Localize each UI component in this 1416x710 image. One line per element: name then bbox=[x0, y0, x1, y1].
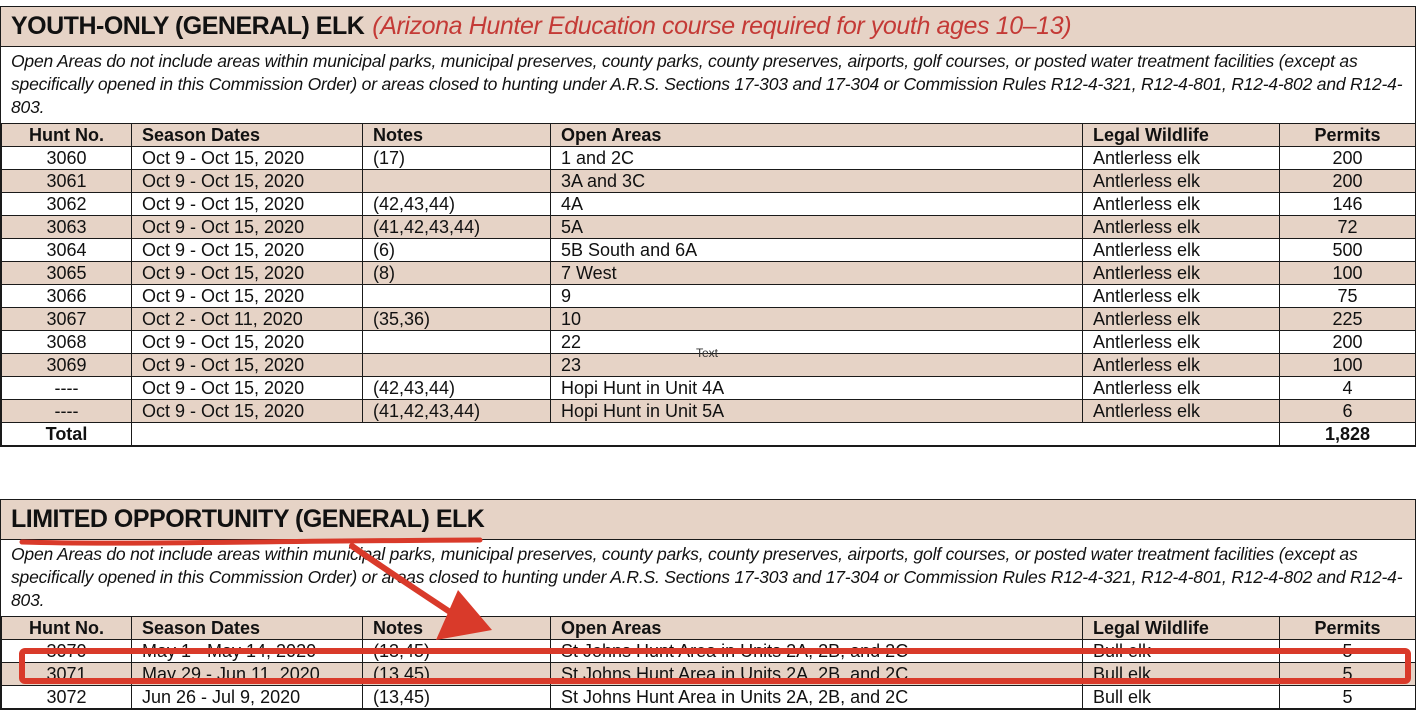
legal-wildlife-cell: Antlerless elk bbox=[1083, 377, 1280, 400]
open-areas-note: Open Areas do not include areas within municipal parks, municipal preserves, county parks, county preserves, airports, golf courses, or posted water treatment facilities (except as specifically opened in this Commission Order) or areas closed to hunting under A.R.S. Sections 17-303 and 17-304 or Commission Rules R12-4-321, R12-4-801, R12-4-802 and R12-4-803. bbox=[11, 544, 1403, 610]
season-dates-cell: Oct 9 - Oct 15, 2020 bbox=[132, 216, 363, 239]
season-dates-cell: Jun 26 - Jul 9, 2020 bbox=[132, 686, 363, 709]
season-dates-cell: Oct 9 - Oct 15, 2020 bbox=[132, 193, 363, 216]
legal-wildlife-cell: Antlerless elk bbox=[1083, 262, 1280, 285]
hunt-no-cell: 3070 bbox=[2, 640, 132, 663]
permits-cell: 72 bbox=[1280, 216, 1416, 239]
legal-wildlife-cell: Antlerless elk bbox=[1083, 285, 1280, 308]
table-row bbox=[2, 400, 1416, 423]
open-areas-cell: St Johns Hunt Area in Units 2A, 2B, and 2C bbox=[551, 640, 1083, 663]
table-row bbox=[2, 663, 1416, 686]
legal-wildlife-cell: Bull elk bbox=[1083, 663, 1280, 686]
legal-wildlife-cell: Antlerless elk bbox=[1083, 331, 1280, 354]
hunt-no-cell: 3072 bbox=[2, 686, 132, 709]
section-subtitle: (Arizona Hunter Education course required for youth ages 10–13) bbox=[372, 12, 1072, 40]
table-row bbox=[2, 216, 1416, 239]
hunt-no-cell: 3063 bbox=[2, 216, 132, 239]
hunt-no-cell: 3069 bbox=[2, 354, 132, 377]
text-overlay-label: Text bbox=[696, 346, 719, 360]
hunt-no-cell: 3064 bbox=[2, 239, 132, 262]
permits-cell: 200 bbox=[1280, 331, 1416, 354]
youth-elk-section bbox=[0, 6, 1416, 447]
open-areas-cell: St Johns Hunt Area in Units 2A, 2B, and 2C bbox=[551, 686, 1083, 709]
legal-wildlife-cell: Antlerless elk bbox=[1083, 400, 1280, 423]
hunt-table bbox=[1, 616, 1416, 709]
col-notes: Notes bbox=[363, 124, 551, 147]
section-title-bar bbox=[1, 7, 1415, 47]
col-permits: Permits bbox=[1280, 617, 1416, 640]
open-areas-cell: Hopi Hunt in Unit 4A bbox=[551, 377, 1083, 400]
table-row bbox=[2, 239, 1416, 262]
legal-wildlife-cell: Antlerless elk bbox=[1083, 193, 1280, 216]
season-dates-cell: Oct 9 - Oct 15, 2020 bbox=[132, 331, 363, 354]
hunt-no-cell: 3071 bbox=[2, 663, 132, 686]
notes-cell: (6) bbox=[363, 239, 551, 262]
legal-wildlife-cell: Antlerless elk bbox=[1083, 216, 1280, 239]
col-permits: Permits bbox=[1280, 124, 1416, 147]
open-areas-cell: 22 bbox=[551, 331, 1083, 354]
permits-cell: 146 bbox=[1280, 193, 1416, 216]
notes-cell: (13,45) bbox=[363, 686, 551, 709]
legal-wildlife-cell: Antlerless elk bbox=[1083, 147, 1280, 170]
hunt-no-cell: ---- bbox=[2, 400, 132, 423]
notes-cell bbox=[363, 354, 551, 377]
permits-cell: 200 bbox=[1280, 147, 1416, 170]
notes-cell bbox=[363, 331, 551, 354]
legal-wildlife-cell: Antlerless elk bbox=[1083, 308, 1280, 331]
col-hunt-no: Hunt No. bbox=[2, 617, 132, 640]
hunt-no-cell: 3062 bbox=[2, 193, 132, 216]
notes-cell: (41,42,43,44) bbox=[363, 400, 551, 423]
open-areas-cell: 1 and 2C bbox=[551, 147, 1083, 170]
season-dates-cell: Oct 9 - Oct 15, 2020 bbox=[132, 354, 363, 377]
season-dates-cell: Oct 9 - Oct 15, 2020 bbox=[132, 262, 363, 285]
open-areas-cell: Hopi Hunt in Unit 5A bbox=[551, 400, 1083, 423]
season-dates-cell: Oct 9 - Oct 15, 2020 bbox=[132, 147, 363, 170]
table-row bbox=[2, 193, 1416, 216]
total-row bbox=[2, 423, 1416, 446]
season-dates-cell: Oct 9 - Oct 15, 2020 bbox=[132, 170, 363, 193]
permits-cell: 100 bbox=[1280, 354, 1416, 377]
total-label: Total bbox=[2, 423, 132, 446]
permits-cell: 500 bbox=[1280, 239, 1416, 262]
notes-cell: (41,42,43,44) bbox=[363, 216, 551, 239]
col-open-areas: Open Areas bbox=[551, 617, 1083, 640]
legal-wildlife-cell: Antlerless elk bbox=[1083, 239, 1280, 262]
open-areas-cell: St Johns Hunt Area in Units 2A, 2B, and 2C bbox=[551, 663, 1083, 686]
permits-cell: 5 bbox=[1280, 663, 1416, 686]
hunt-table bbox=[1, 123, 1416, 446]
season-dates-cell: Oct 9 - Oct 15, 2020 bbox=[132, 377, 363, 400]
permits-cell: 75 bbox=[1280, 285, 1416, 308]
legal-wildlife-cell: Antlerless elk bbox=[1083, 354, 1280, 377]
hunt-no-cell: 3068 bbox=[2, 331, 132, 354]
open-areas-cell: 10 bbox=[551, 308, 1083, 331]
permits-cell: 225 bbox=[1280, 308, 1416, 331]
notes-cell: (13,45) bbox=[363, 640, 551, 663]
open-areas-cell: 7 West bbox=[551, 262, 1083, 285]
col-hunt-no: Hunt No. bbox=[2, 124, 132, 147]
limited-opportunity-elk-section bbox=[0, 499, 1416, 710]
legal-wildlife-cell: Antlerless elk bbox=[1083, 170, 1280, 193]
hunt-no-cell: 3066 bbox=[2, 285, 132, 308]
open-areas-cell: 3A and 3C bbox=[551, 170, 1083, 193]
table-row bbox=[2, 640, 1416, 663]
season-dates-cell: Oct 9 - Oct 15, 2020 bbox=[132, 400, 363, 423]
notes-cell bbox=[363, 285, 551, 308]
open-areas-cell: 23 bbox=[551, 354, 1083, 377]
section-title: YOUTH-ONLY (GENERAL) ELK bbox=[11, 12, 365, 40]
season-dates-cell: Oct 9 - Oct 15, 2020 bbox=[132, 285, 363, 308]
notes-cell: (17) bbox=[363, 147, 551, 170]
notes-cell: (42,43,44) bbox=[363, 193, 551, 216]
permits-cell: 5 bbox=[1280, 640, 1416, 663]
total-spacer bbox=[132, 423, 1280, 446]
permits-cell: 100 bbox=[1280, 262, 1416, 285]
table-row bbox=[2, 147, 1416, 170]
hunt-no-cell: 3065 bbox=[2, 262, 132, 285]
hunt-no-cell: ---- bbox=[2, 377, 132, 400]
open-areas-cell: 5A bbox=[551, 216, 1083, 239]
table-row bbox=[2, 377, 1416, 400]
table-row bbox=[2, 308, 1416, 331]
notes-cell: (13,45) bbox=[363, 663, 551, 686]
table-row bbox=[2, 686, 1416, 709]
table-row bbox=[2, 262, 1416, 285]
legal-wildlife-cell: Bull elk bbox=[1083, 640, 1280, 663]
total-permits: 1,828 bbox=[1280, 423, 1416, 446]
permits-cell: 4 bbox=[1280, 377, 1416, 400]
notes-cell: (35,36) bbox=[363, 308, 551, 331]
season-dates-cell: Oct 2 - Oct 11, 2020 bbox=[132, 308, 363, 331]
open-areas-cell: 4A bbox=[551, 193, 1083, 216]
section-title-bar bbox=[1, 500, 1415, 540]
table-header-row bbox=[2, 124, 1416, 147]
open-areas-note: Open Areas do not include areas within municipal parks, municipal preserves, county parks, county preserves, airports, golf courses, or posted water treatment facilities (except as specifically opened in this Commission Order) or areas closed to hunting under A.R.S. Sections 17-303 and 17-304 or Commission Rules R12-4-321, R12-4-801, R12-4-802 and R12-4-803. bbox=[11, 51, 1403, 117]
open-areas-cell: 9 bbox=[551, 285, 1083, 308]
col-legal-wildlife: Legal Wildlife bbox=[1083, 124, 1280, 147]
col-season-dates: Season Dates bbox=[132, 124, 363, 147]
section-title: LIMITED OPPORTUNITY (GENERAL) ELK bbox=[11, 505, 485, 533]
hunt-no-cell: 3067 bbox=[2, 308, 132, 331]
season-dates-cell: May 1 - May 14, 2020 bbox=[132, 640, 363, 663]
table-row bbox=[2, 285, 1416, 308]
col-open-areas: Open Areas bbox=[551, 124, 1083, 147]
hunt-no-cell: 3061 bbox=[2, 170, 132, 193]
hunt-no-cell: 3060 bbox=[2, 147, 132, 170]
col-legal-wildlife: Legal Wildlife bbox=[1083, 617, 1280, 640]
notes-cell: (42,43,44) bbox=[363, 377, 551, 400]
open-areas-cell: 5B South and 6A bbox=[551, 239, 1083, 262]
notes-cell: (8) bbox=[363, 262, 551, 285]
season-dates-cell: Oct 9 - Oct 15, 2020 bbox=[132, 239, 363, 262]
col-notes: Notes bbox=[363, 617, 551, 640]
permits-cell: 5 bbox=[1280, 686, 1416, 709]
season-dates-cell: May 29 - Jun 11, 2020 bbox=[132, 663, 363, 686]
permits-cell: 200 bbox=[1280, 170, 1416, 193]
permits-cell: 6 bbox=[1280, 400, 1416, 423]
notes-cell bbox=[363, 170, 551, 193]
legal-wildlife-cell: Bull elk bbox=[1083, 686, 1280, 709]
col-season-dates: Season Dates bbox=[132, 617, 363, 640]
table-header-row bbox=[2, 617, 1416, 640]
table-row bbox=[2, 170, 1416, 193]
